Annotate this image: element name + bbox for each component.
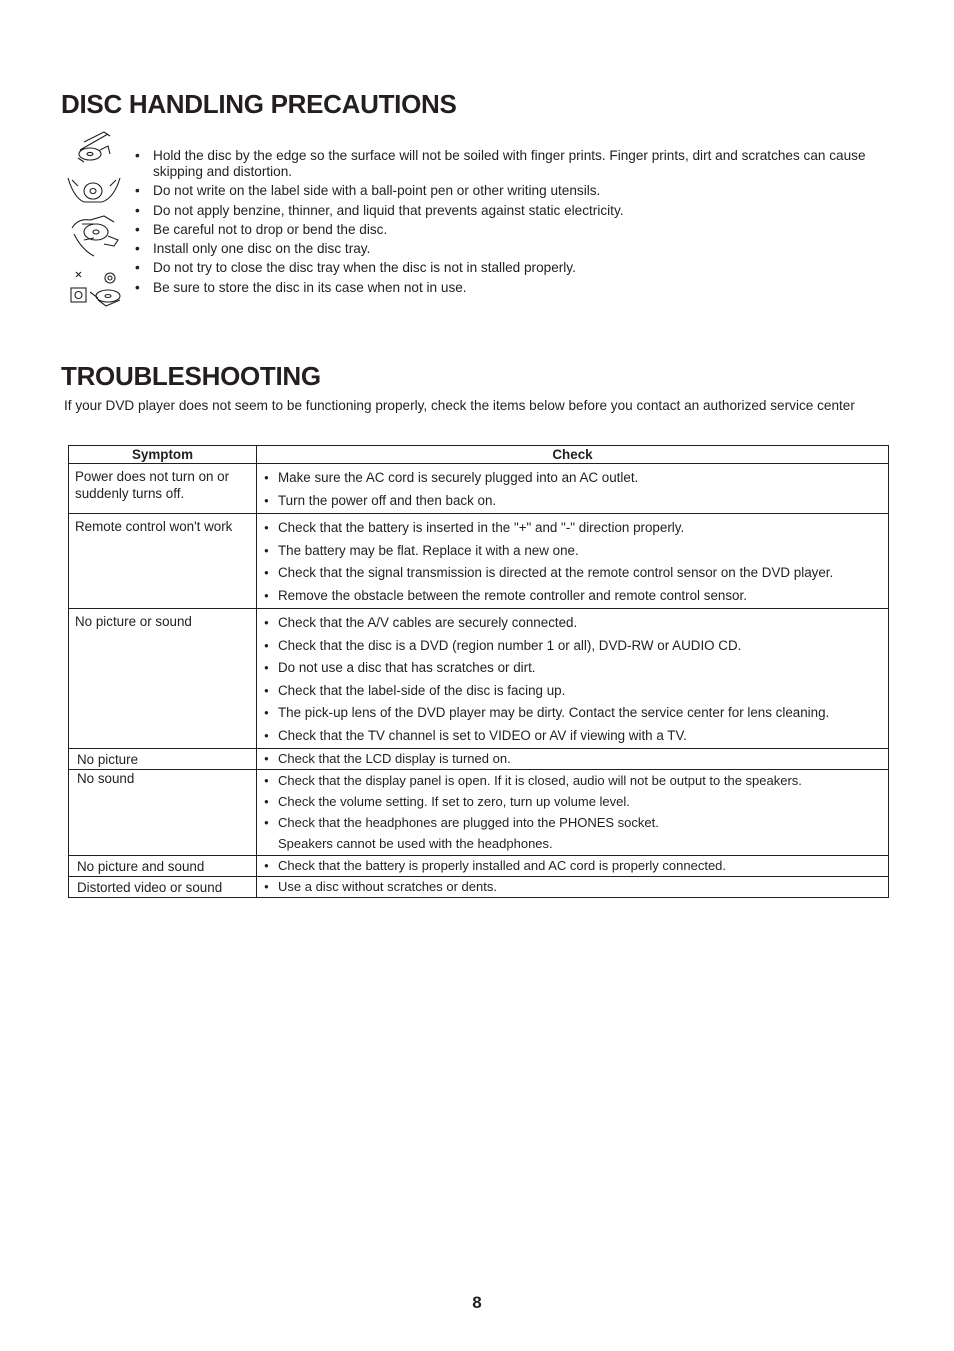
list-item: • Install only one disc on the disc tray. (134, 241, 894, 257)
check-item: ● Check the volume setting. If set to zero, turn up volume level. (264, 791, 884, 812)
check-cell (257, 856, 889, 877)
table-row (69, 749, 889, 770)
table-row (69, 856, 889, 877)
check-item: ● Check that the display panel is open. If it is closed, audio will not be output to the speakers. (264, 770, 884, 791)
table-row (69, 877, 889, 898)
symptom-cell: No picture or sound (69, 609, 257, 749)
check-cell (257, 464, 889, 514)
precautions-list (134, 148, 894, 299)
check-item: ● Check that the battery is properly installed and AC cord is properly connected. (264, 857, 884, 875)
hands-holding-disc-icon (68, 178, 120, 202)
check-note: Speakers cannot be used with the headphones. (278, 836, 553, 851)
table-header-row (69, 446, 889, 464)
table-row (69, 770, 889, 856)
check-item: ● The battery may be flat. Replace it with a new one. (264, 540, 884, 563)
precaution-illustrations (64, 128, 126, 310)
hand-holding-disc-icon (78, 132, 110, 162)
list-item: • Be careful not to drop or bend the disc. (134, 222, 894, 238)
page-number: 8 (472, 1293, 482, 1312)
troubleshooting-intro: If your DVD player does not seem to be functioning properly, check the items below before you contact an authorized service center (64, 398, 855, 413)
list-item: • Hold the disc by the edge so the surface will not be soiled with finger prints. Finger prints, dirt and scratches can cause skipping and distortion. (134, 148, 894, 180)
symptom-cell: Remote control won't work (69, 514, 257, 609)
check-item: ● Check that the headphones are plugged into the PHONES socket. (264, 812, 884, 833)
check-item: ● Check that the signal transmission is directed at the remote control sensor on the DVD player. (264, 562, 884, 585)
check-item: ● Check that the LCD display is turned on. (264, 750, 884, 768)
table-row (69, 464, 889, 514)
symptom-cell: No picture (69, 749, 257, 770)
check-item: ● Check that the battery is inserted in the "+" and "-" direction properly. (264, 517, 884, 540)
check-cell (257, 609, 889, 749)
check-cell (257, 877, 889, 898)
check-cell (257, 749, 889, 770)
table-row (69, 514, 889, 609)
symptom-cell: Distorted video or sound (69, 877, 257, 898)
disc-storage-icon (71, 272, 120, 306)
check-item: ● Do not use a disc that has scratches or dirt. (264, 657, 884, 680)
check-item: ● The pick-up lens of the DVD player may be dirty. Contact the service center for lens cleaning. (264, 702, 884, 725)
list-item: • Do not write on the label side with a ball-point pen or other writing utensils. (134, 183, 894, 199)
check-item: ● Use a disc without scratches or dents. (264, 878, 884, 896)
check-cell (257, 770, 889, 856)
check-item: ● Turn the power off and then back on. (264, 490, 884, 513)
hand-bending-disc-icon (72, 216, 118, 256)
check-cell (257, 514, 889, 609)
symptom-header: Symptom (69, 446, 257, 464)
list-item: • Do not try to close the disc tray when the disc is not in stalled properly. (134, 260, 894, 276)
precautions-title: DISC HANDLING PRECAUTIONS (61, 89, 457, 119)
check-item: ● Check that the A/V cables are securely connected. (264, 612, 884, 635)
check-item: ● Check that the label-side of the disc is facing up. (264, 680, 884, 703)
check-item: ● Check that the disc is a DVD (region number 1 or all), DVD-RW or AUDIO CD. (264, 635, 884, 658)
list-item: • Do not apply benzine, thinner, and liquid that prevents against static electricity. (134, 203, 894, 219)
symptom-cell: No sound (69, 770, 257, 856)
check-item: ● Make sure the AC cord is securely plugged into an AC outlet. (264, 467, 884, 490)
check-item: ● Remove the obstacle between the remote controller and remote control sensor. (264, 585, 884, 608)
table-row (69, 609, 889, 749)
troubleshooting-table (68, 445, 889, 898)
list-item: • Be sure to store the disc in its case when not in use. (134, 280, 894, 296)
check-item: ● Check that the TV channel is set to VIDEO or AV if viewing with a TV. (264, 725, 884, 748)
symptom-cell: No picture and sound (69, 856, 257, 877)
troubleshooting-title: TROUBLESHOOTING (61, 361, 321, 391)
symptom-cell: Power does not turn on or suddenly turns off. (69, 464, 257, 514)
check-header: Check (257, 446, 889, 464)
